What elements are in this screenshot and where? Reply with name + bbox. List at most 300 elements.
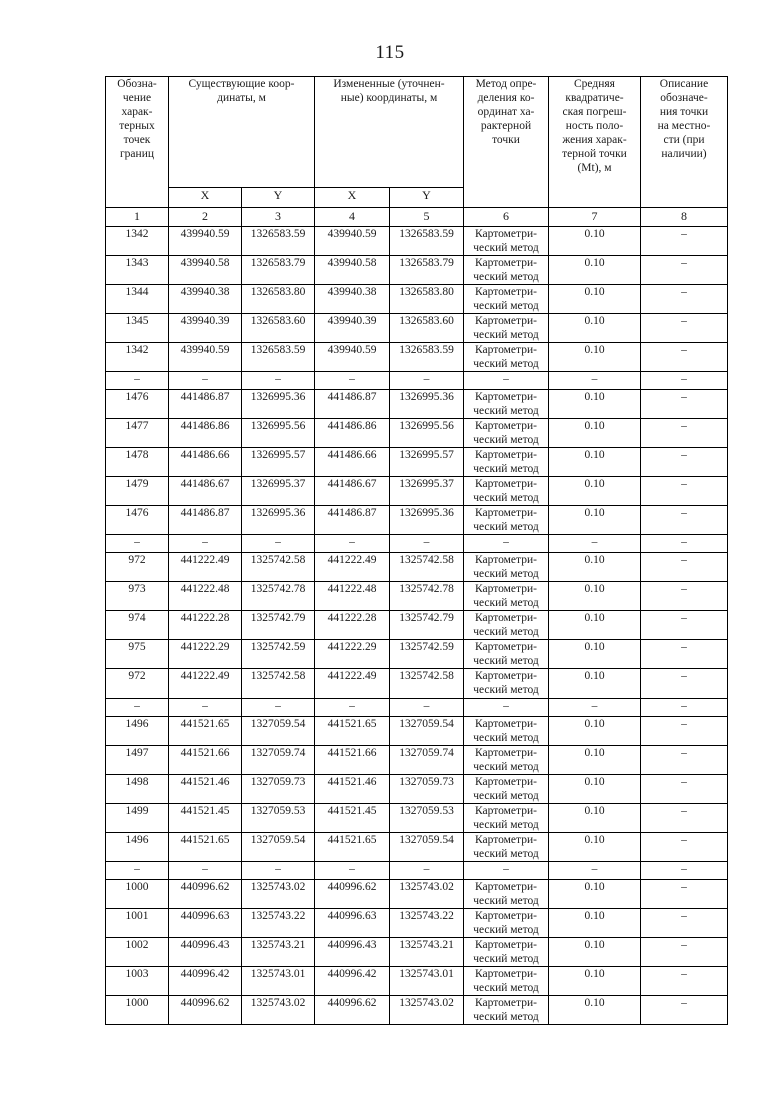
method-line: Картометри- [475, 554, 537, 567]
header-line: ская погреш- [562, 106, 627, 119]
header-line: наличии) [661, 148, 707, 161]
cell-existing-y: 1325742.58 [242, 553, 315, 582]
cell-description: – [641, 477, 728, 506]
cell-changed-y: – [390, 535, 464, 553]
coordinates-table-container [105, 76, 727, 1025]
cell-existing-x: 439940.38 [169, 285, 242, 314]
cell-point-number: 973 [106, 582, 169, 611]
method-line: Картометри- [475, 612, 537, 625]
column-number: 3 [242, 208, 315, 227]
table-row [106, 553, 728, 582]
cell-changed-x: 441521.45 [315, 803, 390, 832]
column-number: 6 [464, 208, 549, 227]
cell-mean-square-error: 0.10 [549, 640, 641, 669]
table-row [106, 716, 728, 745]
header-determination-method-lines [464, 77, 548, 147]
table-row [106, 285, 728, 314]
cell-changed-y: 1326583.59 [390, 227, 464, 256]
cell-point-number: 1496 [106, 716, 169, 745]
table-row [106, 995, 728, 1024]
header-point-designation-lines [106, 77, 168, 161]
header-line: обозначе- [660, 92, 708, 105]
cell-method [464, 314, 549, 343]
header-line: чение [122, 92, 152, 105]
cell-existing-x: 441486.87 [169, 506, 242, 535]
cell-changed-y: 1325743.21 [390, 937, 464, 966]
cell-existing-y: – [242, 535, 315, 553]
cell-changed-x: – [315, 698, 390, 716]
header-line: Метод опре- [475, 78, 537, 90]
cell-description: – [641, 372, 728, 390]
cell-existing-y: 1327059.73 [242, 774, 315, 803]
method-line: ческий метод [473, 789, 539, 802]
header-line: ные) координаты, м [340, 92, 438, 105]
method-line: ческий метод [473, 760, 539, 773]
cell-existing-x: 441521.45 [169, 803, 242, 832]
cell-method [464, 611, 549, 640]
table-row [106, 256, 728, 285]
cell-changed-y: 1327059.54 [390, 716, 464, 745]
cell-changed-y: 1327059.73 [390, 774, 464, 803]
cell-existing-y: 1326583.80 [242, 285, 315, 314]
cell-point-number: – [106, 372, 169, 390]
cell-existing-y: 1326583.60 [242, 314, 315, 343]
header-line: Существующие коор- [188, 78, 295, 90]
cell-changed-x: 441222.28 [315, 611, 390, 640]
cell-method [464, 966, 549, 995]
cell-existing-x: 441521.66 [169, 745, 242, 774]
cell-changed-y: 1325742.58 [390, 669, 464, 698]
cell-existing-y: 1327059.53 [242, 803, 315, 832]
table-row [106, 227, 728, 256]
cell-changed-x: – [315, 372, 390, 390]
cell-changed-x: 439940.59 [315, 343, 390, 372]
method-line: Картометри- [475, 449, 537, 462]
cell-changed-y: 1327059.74 [390, 745, 464, 774]
cell-changed-x: 441486.86 [315, 419, 390, 448]
cell-changed-x: 441486.87 [315, 506, 390, 535]
column-number: 2 [169, 208, 242, 227]
header-line: терных [119, 120, 155, 133]
cell-mean-square-error: 0.10 [549, 966, 641, 995]
header-mean-square-error [549, 77, 641, 208]
header-existing-x: X [169, 188, 242, 208]
method-line: Картометри- [475, 967, 537, 980]
cell-existing-y: 1326583.79 [242, 256, 315, 285]
table-row [106, 640, 728, 669]
cell-existing-y: 1325742.58 [242, 669, 315, 698]
cell-mean-square-error: – [549, 861, 641, 879]
cell-method: – [464, 861, 549, 879]
table-row [106, 314, 728, 343]
cell-existing-y: 1326583.59 [242, 227, 315, 256]
cell-point-number: – [106, 535, 169, 553]
cell-existing-x: 439940.59 [169, 227, 242, 256]
cell-description: – [641, 640, 728, 669]
method-line: ческий метод [473, 923, 539, 936]
cell-changed-y: 1326995.36 [390, 506, 464, 535]
header-line: Измененные (уточнен- [333, 78, 445, 90]
method-line: ческий метод [473, 521, 539, 534]
header-changed-coordinates [315, 77, 464, 188]
method-line: Картометри- [475, 583, 537, 596]
cell-description: – [641, 995, 728, 1024]
cell-changed-x: 441222.29 [315, 640, 390, 669]
method-line: ческий метод [473, 731, 539, 744]
cell-existing-x: 441486.66 [169, 448, 242, 477]
method-line: Картометри- [475, 775, 537, 788]
cell-changed-x: 441486.87 [315, 390, 390, 419]
cell-point-number: 1497 [106, 745, 169, 774]
table-row [106, 506, 728, 535]
cell-point-number: 1498 [106, 774, 169, 803]
cell-existing-x: 441222.49 [169, 553, 242, 582]
method-line: Картометри- [475, 670, 537, 683]
table-row [106, 803, 728, 832]
cell-point-number: 1000 [106, 879, 169, 908]
cell-changed-y: 1326583.60 [390, 314, 464, 343]
cell-changed-y: 1327059.53 [390, 803, 464, 832]
cell-method [464, 256, 549, 285]
cell-existing-x: 439940.58 [169, 256, 242, 285]
method-line: ческий метод [473, 492, 539, 505]
column-number: 8 [641, 208, 728, 227]
cell-point-number: 1476 [106, 506, 169, 535]
cell-existing-x: – [169, 372, 242, 390]
cell-description: – [641, 937, 728, 966]
table-row [106, 669, 728, 698]
cell-point-number: 1344 [106, 285, 169, 314]
cell-description: – [641, 698, 728, 716]
method-line: Картометри- [475, 507, 537, 520]
header-changed-coordinates-lines [315, 77, 463, 105]
method-line: Картометри- [475, 286, 537, 299]
cell-description: – [641, 716, 728, 745]
table-row [106, 966, 728, 995]
table-row [106, 774, 728, 803]
cell-mean-square-error: 0.10 [549, 669, 641, 698]
cell-description: – [641, 314, 728, 343]
method-line: Картометри- [475, 833, 537, 846]
header-line: Обозна- [117, 78, 157, 90]
cell-method [464, 285, 549, 314]
header-line: границ [119, 148, 155, 161]
cell-changed-x: 440996.43 [315, 937, 390, 966]
cell-point-number: 1342 [106, 343, 169, 372]
cell-existing-y: 1325743.21 [242, 937, 315, 966]
cell-point-number: 1345 [106, 314, 169, 343]
cell-changed-y: 1326583.79 [390, 256, 464, 285]
cell-point-number: – [106, 861, 169, 879]
cell-method [464, 716, 549, 745]
cell-description: – [641, 908, 728, 937]
cell-existing-y: 1326995.37 [242, 477, 315, 506]
table-separator-row [106, 861, 728, 879]
header-line: точки [492, 134, 520, 147]
cell-changed-y: 1325742.58 [390, 553, 464, 582]
cell-existing-x: 440996.62 [169, 879, 242, 908]
cell-mean-square-error: 0.10 [549, 879, 641, 908]
table-body [106, 227, 728, 1025]
cell-existing-x: 439940.59 [169, 343, 242, 372]
method-line: Картометри- [475, 228, 537, 240]
column-number: 4 [315, 208, 390, 227]
header-line: (Mt), м [577, 162, 612, 175]
cell-point-number: – [106, 698, 169, 716]
header-existing-coordinates [169, 77, 315, 188]
method-line: ческий метод [473, 847, 539, 860]
cell-method [464, 879, 549, 908]
cell-point-number: 1003 [106, 966, 169, 995]
cell-point-number: 1343 [106, 256, 169, 285]
method-line: ческий метод [473, 981, 539, 994]
method-line: ческий метод [473, 597, 539, 610]
cell-existing-y: 1325742.79 [242, 611, 315, 640]
cell-changed-y: 1326995.56 [390, 419, 464, 448]
table-separator-row [106, 698, 728, 716]
cell-changed-y: 1326995.36 [390, 390, 464, 419]
cell-description: – [641, 582, 728, 611]
header-changed-y: Y [390, 188, 464, 208]
table-row [106, 879, 728, 908]
cell-method [464, 227, 549, 256]
table-separator-row [106, 372, 728, 390]
method-line: ческий метод [473, 434, 539, 447]
cell-existing-x: – [169, 861, 242, 879]
cell-description: – [641, 832, 728, 861]
table-row [106, 419, 728, 448]
header-line: рактерной [480, 120, 532, 133]
table-row [106, 611, 728, 640]
header-line: ность поло- [565, 120, 624, 133]
cell-changed-x: 441222.49 [315, 669, 390, 698]
cell-mean-square-error: 0.10 [549, 774, 641, 803]
method-line: ческий метод [473, 684, 539, 697]
method-line: ческий метод [473, 358, 539, 371]
cell-description: – [641, 535, 728, 553]
cell-method [464, 448, 549, 477]
cell-method [464, 343, 549, 372]
cell-existing-y: 1326995.36 [242, 390, 315, 419]
cell-existing-y: 1326995.36 [242, 506, 315, 535]
cell-changed-y: 1325743.01 [390, 966, 464, 995]
cell-method [464, 390, 549, 419]
cell-description: – [641, 390, 728, 419]
header-line: ординат ха- [477, 106, 535, 119]
cell-existing-x: 440996.43 [169, 937, 242, 966]
method-line: ческий метод [473, 894, 539, 907]
method-line: ческий метод [473, 655, 539, 668]
cell-mean-square-error: 0.10 [549, 716, 641, 745]
cell-changed-x: 439940.39 [315, 314, 390, 343]
cell-existing-y: 1326995.57 [242, 448, 315, 477]
cell-description: – [641, 419, 728, 448]
cell-existing-x: 440996.62 [169, 995, 242, 1024]
cell-point-number: 1479 [106, 477, 169, 506]
cell-description: – [641, 256, 728, 285]
cell-existing-y: 1325743.02 [242, 879, 315, 908]
table-row [106, 832, 728, 861]
cell-existing-y: 1327059.54 [242, 832, 315, 861]
cell-changed-x: 439940.58 [315, 256, 390, 285]
cell-mean-square-error: 0.10 [549, 803, 641, 832]
cell-changed-y: 1326995.37 [390, 477, 464, 506]
cell-method [464, 995, 549, 1024]
header-line: точек [123, 134, 151, 147]
cell-description: – [641, 553, 728, 582]
method-line: Картометри- [475, 641, 537, 654]
method-line: ческий метод [473, 463, 539, 476]
cell-method [464, 937, 549, 966]
method-line: ческий метод [473, 1010, 539, 1023]
cell-description: – [641, 448, 728, 477]
method-line: Картометри- [475, 420, 537, 433]
cell-changed-x: 440996.42 [315, 966, 390, 995]
cell-description: – [641, 611, 728, 640]
cell-mean-square-error: 0.10 [549, 506, 641, 535]
cell-changed-y: 1327059.54 [390, 832, 464, 861]
cell-existing-x: 441486.87 [169, 390, 242, 419]
cell-point-number: 1477 [106, 419, 169, 448]
cell-method [464, 803, 549, 832]
table-row [106, 908, 728, 937]
header-line: квадратиче- [565, 92, 624, 105]
cell-method [464, 745, 549, 774]
method-line: Картометри- [475, 880, 537, 893]
table-row [106, 745, 728, 774]
cell-existing-x: 441222.48 [169, 582, 242, 611]
cell-mean-square-error: 0.10 [549, 995, 641, 1024]
header-changed-x: X [315, 188, 390, 208]
cell-changed-x: 441222.49 [315, 553, 390, 582]
table-row [106, 448, 728, 477]
cell-changed-x: – [315, 535, 390, 553]
cell-changed-y: 1326583.80 [390, 285, 464, 314]
header-line: харак- [121, 106, 153, 119]
cell-point-number: 1002 [106, 937, 169, 966]
header-mean-square-error-lines [549, 77, 640, 175]
cell-description: – [641, 343, 728, 372]
method-line: ческий метод [473, 242, 539, 255]
cell-changed-x: 441521.65 [315, 832, 390, 861]
cell-changed-y: 1325743.22 [390, 908, 464, 937]
cell-description: – [641, 861, 728, 879]
cell-existing-x: – [169, 535, 242, 553]
method-line: Картометри- [475, 391, 537, 404]
header-line: сти (при [663, 134, 705, 147]
header-line: на местно- [657, 120, 711, 133]
cell-description: – [641, 745, 728, 774]
column-number: 1 [106, 208, 169, 227]
header-point-designation [106, 77, 169, 208]
header-point-description-lines [641, 77, 727, 161]
cell-description: – [641, 669, 728, 698]
method-line: ческий метод [473, 271, 539, 284]
method-line: Картометри- [475, 257, 537, 270]
cell-mean-square-error: 0.10 [549, 343, 641, 372]
cell-point-number: 972 [106, 669, 169, 698]
cell-existing-x: 441521.65 [169, 832, 242, 861]
cell-method [464, 419, 549, 448]
cell-changed-x: 441222.48 [315, 582, 390, 611]
page-number: 115 [375, 42, 405, 63]
cell-existing-y: 1326583.59 [242, 343, 315, 372]
cell-existing-x: 441222.29 [169, 640, 242, 669]
cell-changed-x: 441521.46 [315, 774, 390, 803]
cell-existing-y: 1325743.22 [242, 908, 315, 937]
header-line: деления ко- [477, 92, 535, 105]
cell-existing-y: 1327059.74 [242, 745, 315, 774]
method-line: Картометри- [475, 746, 537, 759]
cell-point-number: 975 [106, 640, 169, 669]
cell-point-number: 974 [106, 611, 169, 640]
cell-point-number: 1478 [106, 448, 169, 477]
header-row-numbers [106, 208, 728, 227]
header-existing-coordinates-lines [169, 77, 314, 105]
header-line: Средняя [574, 78, 615, 90]
header-point-description [641, 77, 728, 208]
cell-changed-x: 440996.62 [315, 995, 390, 1024]
method-line: Картометри- [475, 478, 537, 491]
cell-description: – [641, 227, 728, 256]
table-row [106, 343, 728, 372]
cell-changed-y: 1325742.59 [390, 640, 464, 669]
cell-mean-square-error: 0.10 [549, 390, 641, 419]
cell-changed-x: 441521.65 [315, 716, 390, 745]
cell-mean-square-error: 0.10 [549, 611, 641, 640]
table-row [106, 477, 728, 506]
cell-changed-y: 1326583.59 [390, 343, 464, 372]
cell-changed-x: 439940.38 [315, 285, 390, 314]
method-line: ческий метод [473, 568, 539, 581]
cell-mean-square-error: – [549, 698, 641, 716]
table-row [106, 937, 728, 966]
cell-changed-y: 1325743.02 [390, 995, 464, 1024]
cell-changed-y: 1326995.57 [390, 448, 464, 477]
cell-method [464, 506, 549, 535]
cell-mean-square-error: 0.10 [549, 256, 641, 285]
cell-method [464, 582, 549, 611]
cell-existing-x: 441521.46 [169, 774, 242, 803]
cell-description: – [641, 803, 728, 832]
cell-changed-y: 1325742.79 [390, 611, 464, 640]
method-line: ческий метод [473, 626, 539, 639]
cell-mean-square-error: 0.10 [549, 832, 641, 861]
cell-point-number: 1476 [106, 390, 169, 419]
header-line: терной точки [562, 148, 627, 161]
method-line: Картометри- [475, 909, 537, 922]
cell-existing-x: 441521.65 [169, 716, 242, 745]
cell-method [464, 669, 549, 698]
cell-existing-y: 1325743.01 [242, 966, 315, 995]
cell-existing-x: 440996.42 [169, 966, 242, 995]
cell-changed-y: – [390, 861, 464, 879]
method-line: ческий метод [473, 300, 539, 313]
method-line: ческий метод [473, 818, 539, 831]
cell-changed-x: 440996.63 [315, 908, 390, 937]
cell-description: – [641, 285, 728, 314]
cell-changed-x: – [315, 861, 390, 879]
table-row [106, 582, 728, 611]
cell-existing-x: 441486.67 [169, 477, 242, 506]
cell-mean-square-error: – [549, 372, 641, 390]
cell-method [464, 832, 549, 861]
cell-point-number: 1001 [106, 908, 169, 937]
table-separator-row [106, 535, 728, 553]
column-number: 5 [390, 208, 464, 227]
cell-existing-y: 1326995.56 [242, 419, 315, 448]
cell-existing-x: 439940.39 [169, 314, 242, 343]
